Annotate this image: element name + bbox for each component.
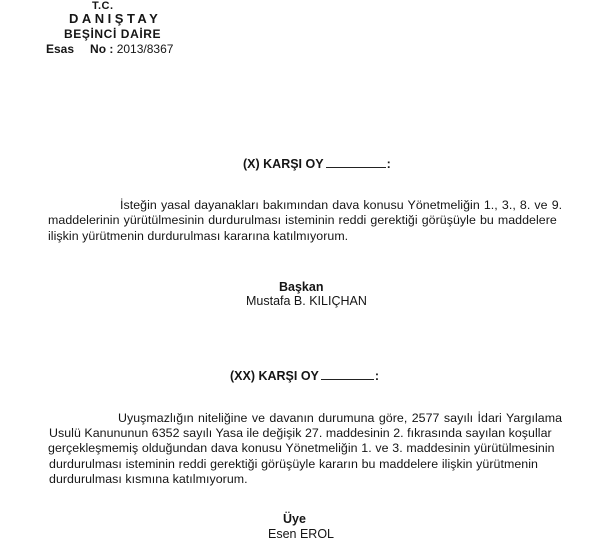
signer-title-2: Üye [283,512,306,526]
opinion1-line-1: İsteğin yasal dayanakları bakımından dava konusu Yönetmeliğin 1., 3., 8. ve 9. [120,198,563,212]
signature-blank-line [321,369,374,380]
case-number-line [46,42,173,56]
court-name: DANIŞTAY [69,11,162,26]
dissent-title-2 [230,369,379,383]
no-label: No : [90,42,114,56]
opinion1-line-3: ilişkin yürütmenin durdurulması kararına katılmıyorum. [48,229,349,243]
title-colon: : [386,157,391,171]
opinion2-line-2: Usulü Kanununun 6352 sayılı Yasa ile değişik 27. maddesinin 2. fıkrasında sayılan koşullar [49,426,552,440]
opinion2-line-1: Uyuşmazlığın niteliğine ve davanın durumuna göre, 2577 sayılı İdari Yargılama [118,411,563,425]
esas-label: Esas [46,42,75,56]
dissent-title-2-text: (XX) KARŞI OY [230,369,319,383]
case-number: 2013/8367 [116,42,174,56]
signer-title-1: Başkan [279,280,324,294]
opinion2-line-5: durdurulması kısmına katılmıyorum. [49,472,248,486]
title-colon: : [374,369,380,383]
opinion1-line-2: maddelerinin yürütülmesinin durdurulması isteminin reddi gerektiği görüşüyle bu maddelere [48,213,557,227]
signer-name-2: Esen EROL [268,527,335,541]
dissent-title-1-text: (X) KARŞI OY [243,157,324,171]
opinion2-line-4: durdurulması isteminin reddi gerektiği görüşüyle kararın bu maddelere ilişkin yürütmenin [49,457,538,471]
signature-blank-line [326,157,386,168]
dissent-title-1 [243,157,391,171]
opinion2-line-3: gerçekleşmemiş olduğundan dava konusu Yönetmeliğin 1. ve 3. maddesinin yürütülmesinin [48,441,555,455]
header-tc: T.C. [92,0,114,12]
department-name: BEŞİNCİ DAİRE [64,27,162,41]
signer-name-1: Mustafa B. KILIÇHAN [246,294,367,308]
